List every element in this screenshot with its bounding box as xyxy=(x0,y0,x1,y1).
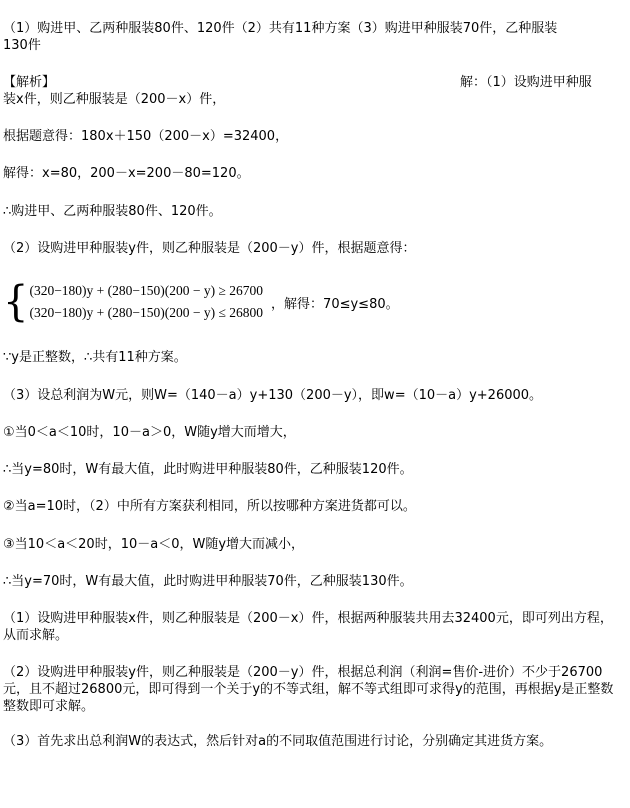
analysis-intro: 解：（1）设购进甲种服 xyxy=(460,75,592,90)
part2-result: ∵y是正整数，∴共有11种方案。 xyxy=(3,350,187,365)
part3-setup: （3）设总利润为W元，则W=（140－a）y+130（200－y），即w=（10－a）y+26000。 xyxy=(3,388,543,403)
answer-line-1: （1）购进甲、乙两种服装80件、120件（2）共有11种方案（3）购进甲种服装70件，乙种服装 xyxy=(3,21,558,36)
answer-line-2: 130件 xyxy=(3,38,41,53)
note-part1: （1）设购进甲种服装x件，则乙种服装是（200－x）件，根据两种服装共用去32400元，即可列出方程，从而求解。 xyxy=(3,611,613,643)
inequality-lower: (320−180)y + (280−150)(200 − y) ≤ 26800 xyxy=(29,305,264,320)
equation-solution: 解得：x=80，200－x=200－80=120。 xyxy=(3,166,250,181)
inequality-system xyxy=(3,279,399,325)
part1-result: ∴购进甲、乙两种服装80件、120件。 xyxy=(3,204,222,219)
note-part2: （2）设购进甲种服装y件，则乙种服装是（200－y）件，根据总利润（利润=售价-进价）不少于26700元，且不超过26800元，即可得到一个关于y的不等式组，解不等式组即可求得y的范围，再根据y是正整数整数即可求解。 xyxy=(3,665,614,714)
analysis-label: 【解析】 xyxy=(3,75,56,90)
system-brace: { xyxy=(3,277,29,327)
equation-setup: 根据题意得：180x＋150（200－x）=32400， xyxy=(3,129,289,144)
case1-condition: ①当0＜a＜10时，10－a＞0，W随y增大而增大， xyxy=(3,425,296,440)
case2-condition: ②当a=10时，（2）中所有方案获利相同，所以按哪种方案进货都可以。 xyxy=(3,499,416,514)
case3-condition: ③当10＜a＜20时，10－a＜0，W随y增大而减小， xyxy=(3,537,305,552)
part2-setup: （2）设购进甲种服装y件，则乙种服装是（200－y）件，根据题意得： xyxy=(3,241,416,256)
case1-result: ∴当y=80时，W有最大值，此时购进甲种服装80件，乙种服装120件。 xyxy=(3,462,413,477)
analysis-intro-continued: 装x件，则乙种服装是（200－x）件， xyxy=(3,92,226,107)
case3-result: ∴当y=70时，W有最大值，此时购进甲种服装70件，乙种服装130件。 xyxy=(3,574,413,589)
inequality-solution: ，解得：70≤y≤80。 xyxy=(271,296,399,312)
inequality-upper: (320−180)y + (280−150)(200 − y) ≥ 26700 xyxy=(29,283,264,298)
note-part3: （3）首先求出总利润W的表达式，然后针对a的不同取值范围进行讨论，分别确定其进货方案。 xyxy=(3,734,553,749)
inequality-list xyxy=(29,280,263,324)
